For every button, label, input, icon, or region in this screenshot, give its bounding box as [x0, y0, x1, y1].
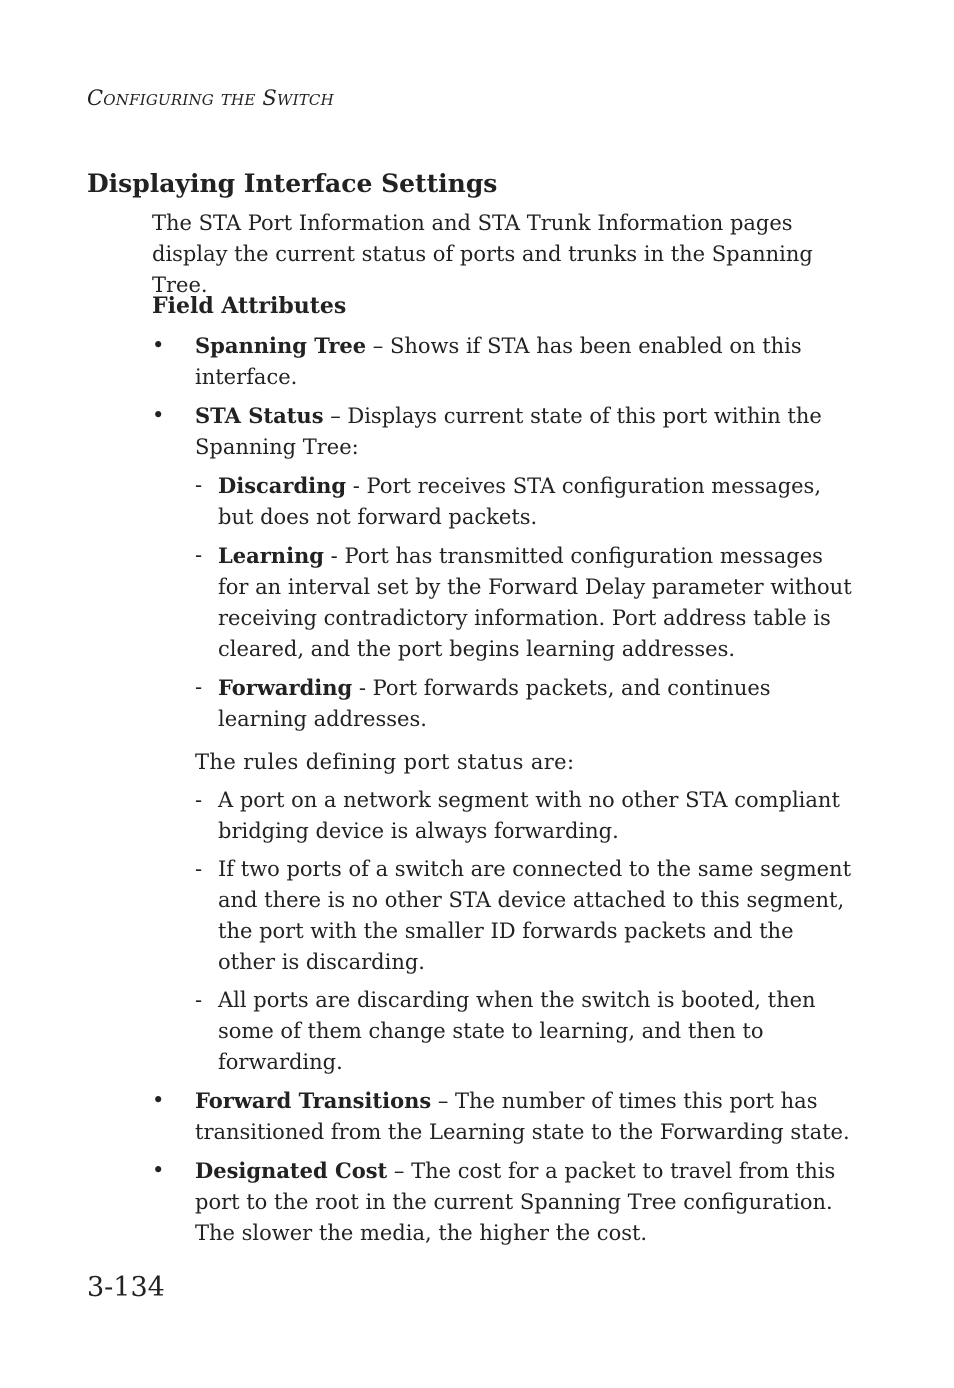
bullet-icon: • — [152, 403, 165, 427]
state-desc: - Port receives STA configuration messages, but does not forward packets. — [218, 474, 822, 529]
bullet-forward-transitions — [152, 1085, 852, 1148]
bullet-designated-cost — [152, 1155, 852, 1249]
state-desc: - Port has transmitted configuration messages for an interval set by the Forward Delay parameter without receiving contradictory information. Port address table is cleared, and the port begins learning addresses. — [218, 544, 852, 661]
dash-icon: - — [195, 473, 203, 497]
bullet-icon: • — [152, 333, 165, 357]
state-term: Discarding — [218, 473, 347, 498]
rule-item — [195, 985, 852, 1078]
page-number: 3-134 — [87, 1272, 165, 1303]
state-term: Forwarding — [218, 675, 353, 700]
rule-item — [195, 785, 852, 847]
state-term: Learning — [218, 543, 324, 568]
rule-text: A port on a network segment with no other STA compliant bridging device is always forwarding. — [218, 788, 840, 843]
field-attributes-title: Field Attributes — [152, 293, 347, 319]
section-title: Displaying Interface Settings — [87, 169, 498, 198]
rule-text: If two ports of a switch are connected to the same segment and there is no other STA device attached to this segment, the port with the smaller ID forwards packets and the other is discarding. — [218, 857, 852, 974]
rules-intro: The rules defining port status are: — [195, 750, 575, 774]
term-sta-status: STA Status — [195, 403, 324, 428]
term-spanning-tree: Spanning Tree — [195, 333, 367, 358]
dash-icon: - — [195, 857, 203, 881]
dash-icon: - — [195, 675, 203, 699]
bullet-sta-status — [152, 400, 852, 1078]
bullet-icon: • — [152, 1088, 165, 1112]
rule-item — [195, 854, 852, 978]
dash-icon: - — [195, 988, 203, 1012]
rule-text: All ports are discarding when the switch is booted, then some of them change state to learning, and then to forwarding. — [218, 988, 816, 1074]
term-forward-transitions: Forward Transitions — [195, 1088, 432, 1113]
state-discarding — [195, 470, 852, 533]
bullet-spanning-tree — [152, 330, 852, 393]
state-learning — [195, 540, 852, 665]
state-forwarding — [195, 672, 852, 735]
desc-sta-status: – Displays current state of this port within the Spanning Tree: — [195, 404, 822, 459]
section-intro: The STA Port Information and STA Trunk Information pages display the current status of ports and trunks in the Spanning Tree. — [152, 211, 813, 297]
state-desc: - Port forwards packets, and continues learning addresses. — [218, 676, 771, 731]
dash-icon: - — [195, 543, 203, 567]
desc-spanning-tree: – Shows if STA has been enabled on this interface. — [195, 334, 802, 389]
bullet-icon: • — [152, 1158, 165, 1182]
running-header: Configuring the Switch — [87, 86, 334, 110]
field-attributes-list — [152, 330, 852, 1256]
term-designated-cost: Designated Cost — [195, 1158, 388, 1183]
dash-icon: - — [195, 788, 203, 812]
desc-designated-cost: – The cost for a packet to travel from this port to the root in the current Spanning Tree configuration. The slower the media, the higher the cost. — [195, 1159, 836, 1245]
desc-forward-transitions: – The number of times this port has transitioned from the Learning state to the Forwarding state. — [195, 1089, 850, 1144]
